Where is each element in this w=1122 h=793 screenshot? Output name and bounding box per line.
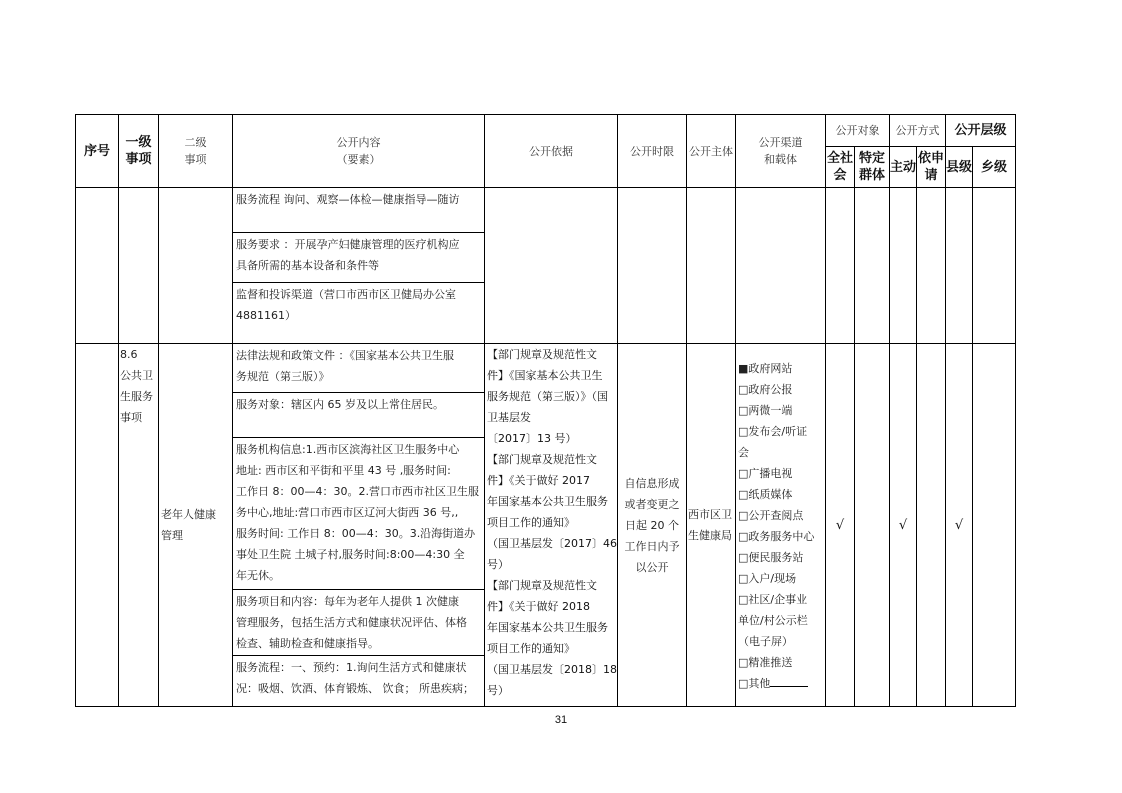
channel-item: □纸质媒体	[738, 488, 793, 501]
block2-basis: 【部门规章及规范性文 件】《国家基本公共卫生 服务规范（第三版）》（国 卫基层发 〔2017〕13 号） 【部门规章及规范性文 件】《关于做好 2017 年国家基本公共卫生服务 项目工作的通知》 （国卫基层发〔2017〕46 号） 【部门规章及规范性文 件】《关于做好 2018 年国家基本公共卫生服务 项目工作的通知》 （国卫基层发〔2018〕18 号）	[485, 344, 618, 707]
channel-item: （电子屏）	[738, 635, 793, 648]
block2-level1: 8.6 公共卫 生服务 事项	[119, 344, 159, 707]
header-mode: 公开方式	[890, 115, 946, 147]
channel-item: 单位/村公示栏	[738, 614, 808, 627]
block2-time-limit: 自信息形成 或者变更之 日起 20 个 工作日内予 以公开	[618, 344, 687, 707]
header-content: 公开内容 （要素）	[233, 115, 485, 188]
channel-item: □两微一端	[738, 404, 793, 417]
mark-all-society: √	[826, 344, 855, 707]
disclosure-table	[75, 114, 1016, 707]
channel-item: □精准推送	[738, 656, 793, 669]
block1-mark	[917, 188, 946, 344]
header-object-all: 全社 会	[826, 147, 855, 188]
block1-channel	[736, 188, 826, 344]
mark-township	[973, 344, 1016, 707]
content-row: 服务流程：一、预约：1.询问生活方式和健康状 况：吸烟、饮酒、体育锻炼、 饮食； 所患疾病；	[236, 660, 474, 695]
block1-mark	[826, 188, 855, 344]
block1-seq	[76, 188, 119, 344]
content-row: 服务项目和内容：每年为老年人提供 1 次健康 管理服务，包括生活方式和健康状况评估、体格 检查、辅助检查和健康指导。	[233, 589, 484, 655]
block1-subject	[687, 188, 736, 344]
block2-channel-list	[736, 344, 826, 707]
content-row: 监督和投诉渠道（营口市西市区卫健局办公室 4881161）	[236, 287, 456, 322]
block2-level2: 老年人健康 管理	[159, 344, 233, 707]
header-seq: 序号	[76, 115, 119, 188]
content-row: 服务机构信息:1.西市区滨海社区卫生服务中心 地址: 西市区和平街和平里 43 号 ,服务时间: 工作日 8：00—4：30。2.营口市西市社区卫生服 务中心,地址:营口市西市区辽河大街西 36 号,, 服务时间: 工作日 8：00—4：30。3.沿海街道办 事处卫生院 土城子村,服务时间:8:00—4:30 全 年无休。	[233, 437, 484, 589]
block1-mark	[855, 188, 890, 344]
header-subject: 公开主体	[687, 115, 736, 188]
header-basis: 公开依据	[485, 115, 618, 188]
channel-item: ■政府网站	[738, 362, 793, 375]
channel-item: 会	[738, 446, 749, 459]
header-object: 公开对象	[826, 115, 890, 147]
block1-basis	[485, 188, 618, 344]
channel-item: □发布会/听证	[738, 425, 808, 438]
channel-item: □其他	[738, 673, 825, 694]
header-level-township: 乡级	[973, 147, 1016, 188]
block2-seq	[76, 344, 119, 707]
mark-county: √	[946, 344, 973, 707]
blank-underline	[770, 674, 808, 687]
channel-item: □便民服务站	[738, 551, 804, 564]
header-time-limit: 公开时限	[618, 115, 687, 188]
mark-on-request	[917, 344, 946, 707]
channel-item: □公开查阅点	[738, 509, 804, 522]
table-row	[76, 344, 1016, 707]
channel-item: □入户/现场	[738, 572, 797, 585]
block2-content	[233, 344, 485, 707]
header-mode-active: 主动	[890, 147, 917, 188]
mark-specific-group	[855, 344, 890, 707]
block1-time-limit	[618, 188, 687, 344]
content-row: 服务要求 ：开展孕产妇健康管理的医疗机构应 具备所需的基本设备和条件等	[233, 232, 484, 282]
header-channel: 公开渠道 和载体	[736, 115, 826, 188]
channel-item: □社区/企事业	[738, 593, 808, 606]
table-row	[76, 188, 1016, 344]
header-object-specific: 特定 群体	[855, 147, 890, 188]
block1-level1	[119, 188, 159, 344]
channel-item: □广播电视	[738, 467, 793, 480]
block2-subject: 西市区卫 生健康局	[687, 344, 736, 707]
content-row: 服务对象：辖区内 65 岁及以上常住居民。	[233, 392, 484, 437]
mark-active: √	[890, 344, 917, 707]
header-level1: 一级 事项	[119, 115, 159, 188]
channel-item: □政府公报	[738, 383, 793, 396]
block1-content	[233, 188, 485, 344]
block1-mark	[973, 188, 1016, 344]
block1-level2	[159, 188, 233, 344]
content-row: 法律法规和政策文件 ：《国家基本公共卫生服 务规范（第三版）》	[233, 344, 484, 392]
header-level-county: 县级	[946, 147, 973, 188]
header-level: 公开层级	[946, 115, 1016, 147]
header-mode-request: 依申 请	[917, 147, 946, 188]
page-number: 31	[554, 714, 568, 726]
block1-mark	[946, 188, 973, 344]
channel-item: □政务服务中心	[738, 530, 815, 543]
block1-mark	[890, 188, 917, 344]
content-row: 服务流程 询问、观察—体检—健康指导—随访	[233, 188, 484, 232]
header-level2: 二级 事项	[159, 115, 233, 188]
